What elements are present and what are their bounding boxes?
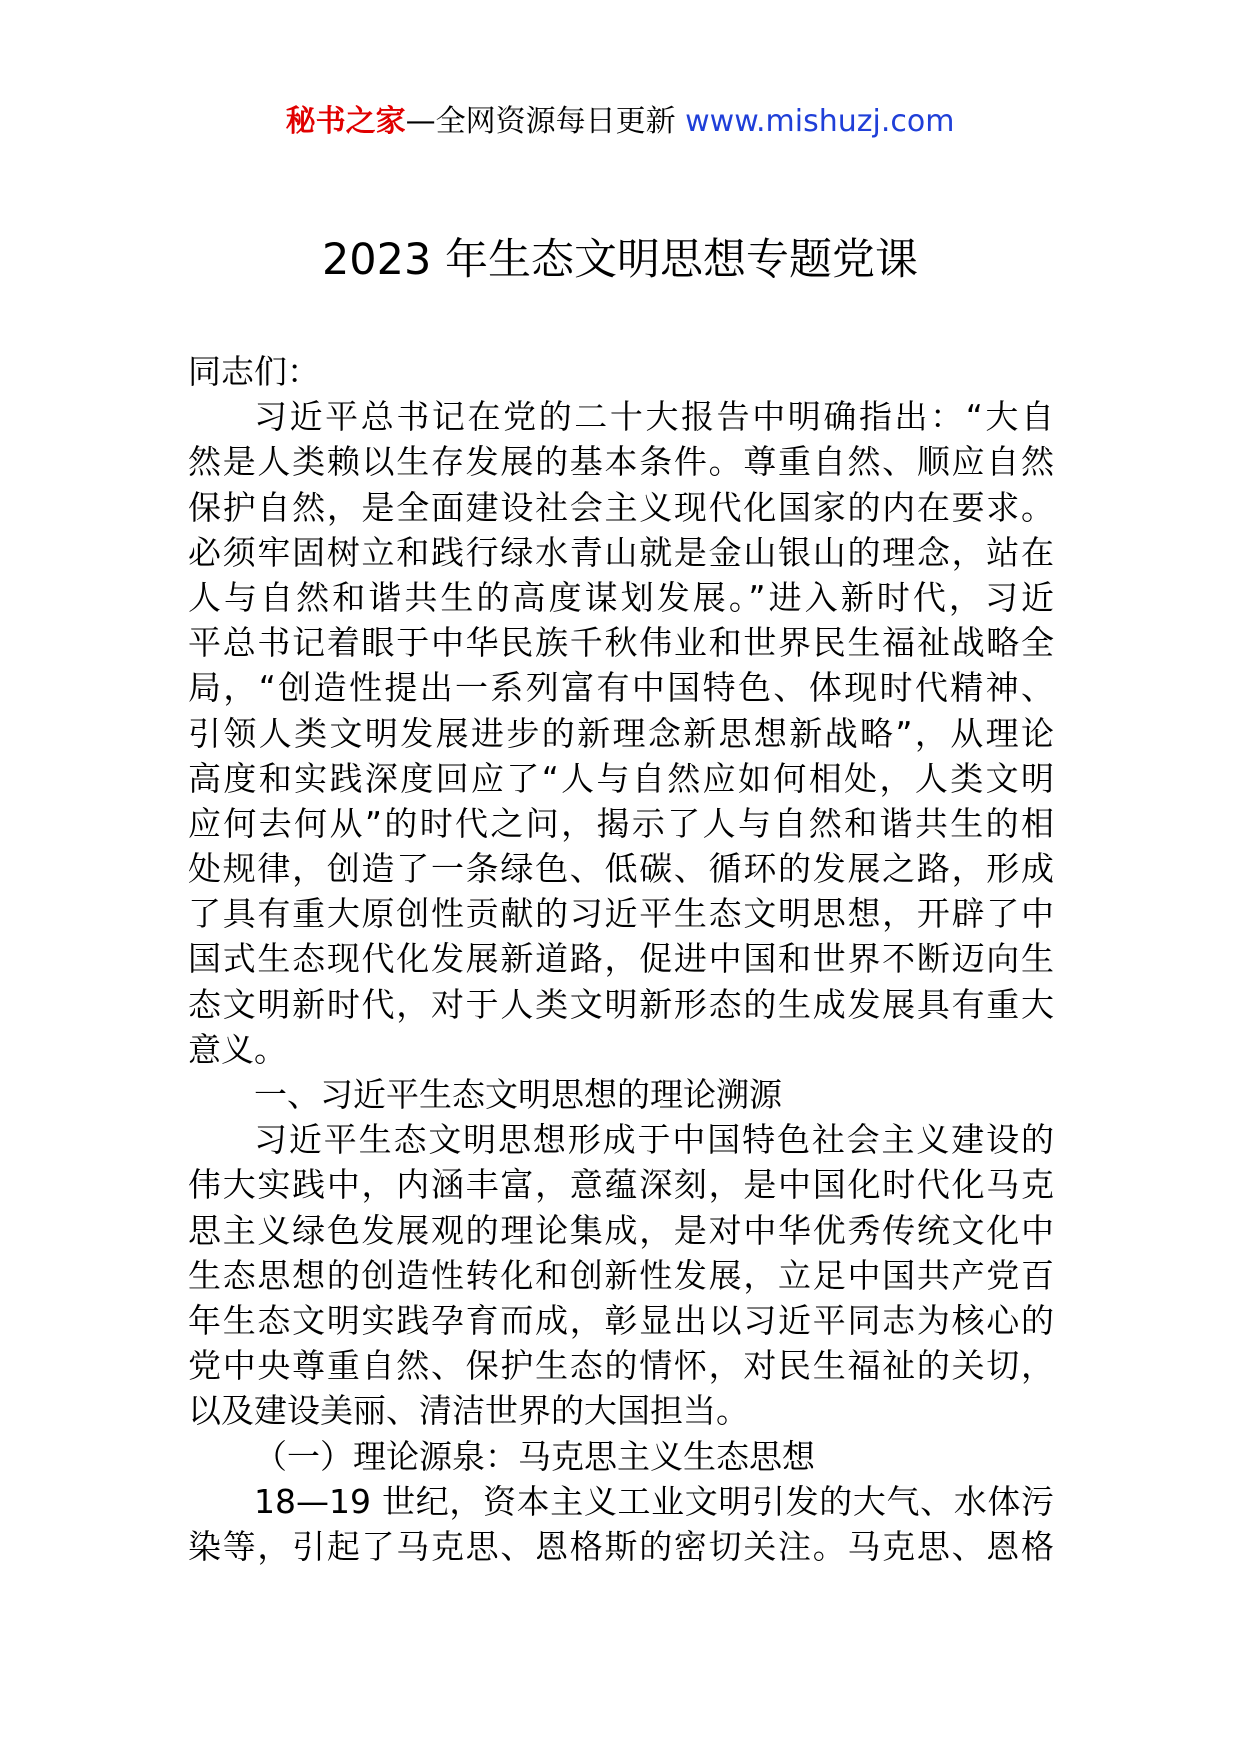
- paragraph-line: 态文明新时代，对于人类文明新形态的生成发展具有重大: [188, 984, 1054, 1024]
- body-paragraph: [188, 394, 1054, 1072]
- salutation: 同志们：: [188, 352, 320, 391]
- paragraph-line: 保护自然，是全面建设社会主义现代化国家的内在要求。: [188, 487, 1054, 527]
- paragraph-line: 人与自然和谐共生的高度谋划发展。”进入新时代，习近: [188, 577, 1054, 617]
- section-heading: [188, 1434, 1054, 1479]
- paragraph-line: 思主义绿色发展观的理论集成，是对中华优秀传统文化中: [188, 1210, 1054, 1250]
- paragraph-line: 习近平生态文明思想形成于中国特色社会主义建设的: [254, 1120, 1054, 1160]
- document-body: [188, 349, 1054, 1569]
- paragraph-line: 国式生态现代化发展新道路，促进中国和世界不断迈向生: [188, 939, 1054, 979]
- body-paragraph: [188, 1479, 1054, 1569]
- paragraph-line: 然是人类赖以生存发展的基本条件。尊重自然、顺应自然: [188, 442, 1054, 482]
- paragraph-line: 党中央尊重自然、保护生态的情怀，对民生福祉的关切，: [188, 1346, 1054, 1386]
- paragraph-line: 伟大实践中，内涵丰富，意蕴深刻，是中国化时代化马克: [188, 1165, 1054, 1205]
- paragraph-line: 意义。: [188, 1029, 287, 1069]
- paragraph-line: 习近平总书记在党的二十大报告中明确指出：“大自: [254, 397, 1054, 437]
- paragraph-line: 年生态文明实践孕育而成，彰显出以习近平同志为核心的: [188, 1300, 1054, 1340]
- paragraph-line: 处规律，创造了一条绿色、低碳、循环的发展之路，形成: [188, 849, 1054, 889]
- paragraph-line: 高度和实践深度回应了“人与自然应如何相处，人类文明: [188, 758, 1054, 798]
- heading-text: （一）理论源泉：马克思主义生态思想: [254, 1436, 815, 1476]
- site-header: [0, 100, 1240, 144]
- body-paragraph: [188, 1117, 1054, 1433]
- paragraph-line: 18—19 世纪，资本主义工业文明引发的大气、水体污: [254, 1481, 1054, 1521]
- paragraph-line: 平总书记着眼于中华民族千秋伟业和世界民生福祉战略全: [188, 623, 1054, 663]
- paragraph-line: 局，“创造性提出一系列富有中国特色、体现时代精神、: [188, 668, 1054, 708]
- site-tagline: —全网资源每日更新: [405, 104, 686, 139]
- section-heading: [188, 1072, 1054, 1117]
- document-title: 2023 年生态文明思想专题党课: [321, 235, 919, 285]
- paragraph-line: 以及建设美丽、清洁世界的大国担当。: [188, 1391, 749, 1431]
- paragraph-line: 引领人类文明发展进步的新理念新思想新战略”，从理论: [188, 713, 1054, 753]
- heading-text: 一、习近平生态文明思想的理论溯源: [254, 1075, 782, 1114]
- site-brand: 秘书之家: [285, 104, 406, 139]
- paragraph-line: 染等，引起了马克思、恩格斯的密切关注。马克思、恩格: [188, 1526, 1054, 1566]
- paragraph-line: 必须牢固树立和践行绿水青山就是金山银山的理念，站在: [188, 532, 1054, 572]
- paragraph-line: 应何去何从”的时代之问，揭示了人与自然和谐共生的相: [188, 803, 1054, 843]
- paragraph-line: 生态思想的创造性转化和创新性发展，立足中国共产党百: [188, 1255, 1054, 1295]
- paragraph-line: 了具有重大原创性贡献的习近平生态文明思想，开辟了中: [188, 894, 1054, 934]
- site-url-link[interactable]: www.mishuzj.com: [685, 104, 955, 139]
